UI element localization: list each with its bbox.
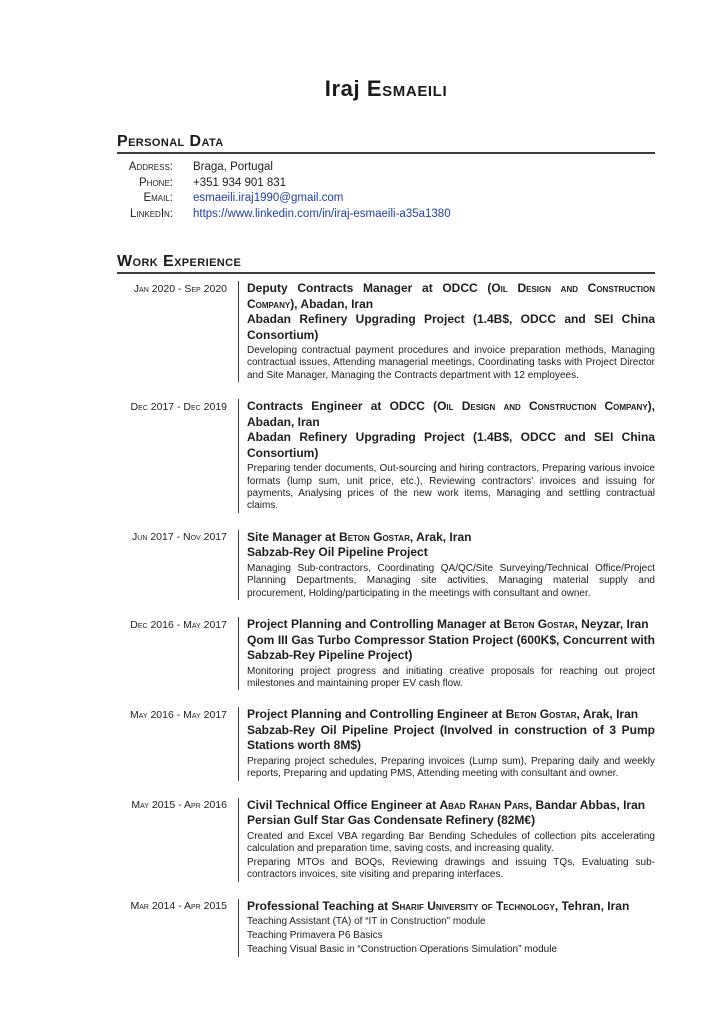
- title-text: ), Abadan, Iran: [290, 296, 374, 311]
- title-text: , Neyzar, Iran: [574, 617, 649, 632]
- entry-description: Teaching Visual Basic in “Construction Operations Simulation” module: [247, 944, 557, 956]
- work-entry: [117, 707, 655, 780]
- entry-title: [247, 399, 655, 430]
- work-entry: [117, 798, 655, 882]
- entry-title: [247, 899, 655, 915]
- entry-date: Jun 2017 - Nov 2017: [132, 531, 227, 544]
- title-text: Site Manager at: [247, 529, 340, 544]
- entry-date: Dec 2017 - Dec 2019: [130, 400, 227, 413]
- work-entry: [117, 399, 655, 513]
- entry-body: [238, 899, 655, 957]
- personal-data-row: [117, 191, 655, 207]
- entry-descriptions: [247, 831, 655, 882]
- personal-data-row: [117, 176, 655, 192]
- entry-body: [238, 530, 655, 600]
- entry-project: Abadan Refinery Upgrading Project (1.4B$, ODCC and SEI China Consortium): [247, 312, 655, 342]
- entry-description: Developing contractual payment procedures and invoice preparation methods, Managing contractual issues, Attending managerial meetings, Coordinating tasks with Project Director and Site Manager, Managing the Contracts department with 12 employees.: [247, 345, 655, 381]
- entry-descriptions: [247, 666, 655, 691]
- field-value: [193, 207, 451, 223]
- last-name: Esmaeili: [366, 76, 448, 101]
- entry-project: Sabzab-Rey Oil Pipeline Project: [247, 545, 428, 560]
- entry-date: May 2015 - Apr 2016: [131, 799, 227, 812]
- entry-project: Abadan Refinery Upgrading Project (1.4B$, ODCC and SEI China Consortium): [247, 430, 655, 460]
- work-entry: [117, 281, 655, 382]
- entry-date: May 2016 - May 2017: [129, 708, 227, 721]
- entry-description: Preparing tender documents, Out-sourcing and hiring contractors, Preparing various invoice formats (lump sum, unit price, etc.), Reviewing contractors’ invoices and issuing for payments, Analysing prices of the new work items, Managing and settling contractual claims.: [247, 463, 655, 512]
- title-text: Deputy Contracts Manager at ODCC (: [247, 281, 492, 295]
- company-name: Beton Gostar: [503, 617, 575, 632]
- work-entry: [117, 899, 655, 957]
- field-value: Braga, Portugal: [193, 161, 273, 173]
- entry-body: [238, 617, 655, 690]
- field-label: Phone:: [139, 176, 173, 189]
- field-label: Address:: [128, 161, 173, 173]
- entry-body: [238, 399, 655, 513]
- entry-title: [247, 617, 655, 633]
- title-text: Project Planning and Controlling Manager at: [247, 617, 504, 632]
- title-text: , Bandar Abbas, Iran: [528, 797, 646, 812]
- field-value: [193, 191, 343, 207]
- entry-description: Teaching Primavera P6 Basics: [247, 930, 383, 942]
- company-name: Oil Design and Construction Company: [247, 281, 655, 311]
- title-text: ), Abadan, Iran: [247, 399, 655, 429]
- company-name: Sharif University of Technology: [391, 898, 555, 913]
- entry-description: Teaching Assistant (TA) of “IT in Construction” module: [247, 916, 486, 928]
- entry-date: Dec 2016 - May 2017: [130, 618, 227, 631]
- entry-title: [247, 530, 655, 546]
- entry-body: [238, 281, 655, 382]
- entry-description: Created and Excel VBA regarding Bar Bending Schedules of collection pits accelerating calculation and preparation time, saving costs, and increasing quality.: [247, 830, 655, 855]
- entry-description: Preparing project schedules, Preparing invoices (Lump sum), Preparing daily and weekly reports, Preparing and updating PMS, Attending meeting with consultant and owner.: [247, 755, 655, 780]
- entry-descriptions: [247, 563, 655, 600]
- entry-descriptions: [247, 345, 655, 382]
- work-entries: [117, 281, 655, 957]
- page-title: [117, 76, 655, 102]
- title-text: Contracts Engineer at ODCC (: [247, 399, 438, 414]
- first-name: Iraj: [324, 76, 361, 101]
- entry-date: Mar 2014 - Apr 2015: [130, 900, 227, 913]
- entry-descriptions: [247, 916, 655, 956]
- entry-project: Qom III Gas Turbo Compressor Station Project (600K$, Concurrent with Sabzab-Rey Pipeline Project): [247, 632, 655, 663]
- title-text: Project Planning and Controlling Engineer at: [247, 707, 506, 722]
- company-name: Abad Rahan Pars: [439, 797, 529, 812]
- work-entry: [117, 530, 655, 600]
- entry-descriptions: [247, 463, 655, 513]
- entry-title: [247, 707, 655, 723]
- field-value: +351 934 901 831: [193, 176, 287, 189]
- entry-body: [238, 707, 655, 780]
- title-text: , Arak, Iran: [409, 529, 472, 544]
- resume-page: [117, 0, 655, 974]
- personal-data-rows: [117, 160, 655, 222]
- section-heading-personal-data: Personal Data: [117, 133, 655, 154]
- field-label: Email:: [143, 192, 173, 204]
- personal-data-section: [117, 133, 655, 222]
- contact-link[interactable]: esmaeili.iraj1990@gmail.com: [193, 192, 344, 204]
- entry-description: Monitoring project progress and initiating creative proposals for reaching out project milestones and maintaining proper EV cash flow.: [247, 665, 655, 689]
- contact-link[interactable]: https://www.linkedin.com/in/iraj-esmaeili-a35a1380: [193, 207, 451, 220]
- title-text: , Arak, Iran: [576, 707, 639, 722]
- entry-description: Preparing MTOs and BOQs, Reviewing drawings and issuing TQs, Evaluating sub-contractors invoices, site visiting and preparing interfaces.: [247, 857, 655, 881]
- entry-title: [247, 281, 655, 312]
- work-entry: [117, 617, 655, 690]
- entry-date: Jan 2020 - Sep 2020: [133, 282, 227, 295]
- company-name: Beton Gostar: [505, 707, 577, 722]
- entry-descriptions: [247, 756, 655, 781]
- company-name: Oil Design and Construction Company: [437, 399, 648, 414]
- section-heading-work-experience: Work Experience: [117, 253, 655, 274]
- entry-body: [238, 798, 655, 882]
- personal-data-row: [117, 160, 655, 176]
- entry-project: Persian Gulf Star Gas Condensate Refinery (82M€): [247, 813, 536, 828]
- company-name: Beton Gostar: [339, 529, 410, 544]
- work-experience-section: [117, 253, 655, 957]
- field-label: LinkedIn:: [129, 207, 173, 220]
- entry-project: Sabzab-Rey Oil Pipeline Project (Involved in construction of 3 Pump Stations worth 8M$): [247, 722, 655, 753]
- personal-data-row: [117, 207, 655, 223]
- entry-title: [247, 798, 655, 814]
- title-text: Civil Technical Office Engineer at: [247, 797, 440, 812]
- title-text: Professional Teaching at: [247, 898, 392, 913]
- title-text: , Tehran, Iran: [554, 898, 630, 913]
- entry-description: Managing Sub-contractors, Coordinating QA/QC/Site Surveying/Technical Office/Project Planning Departments, Managing site activities, Managing material supply and procurement, Holding/participating in the meetings with consultant and owner.: [247, 562, 655, 599]
